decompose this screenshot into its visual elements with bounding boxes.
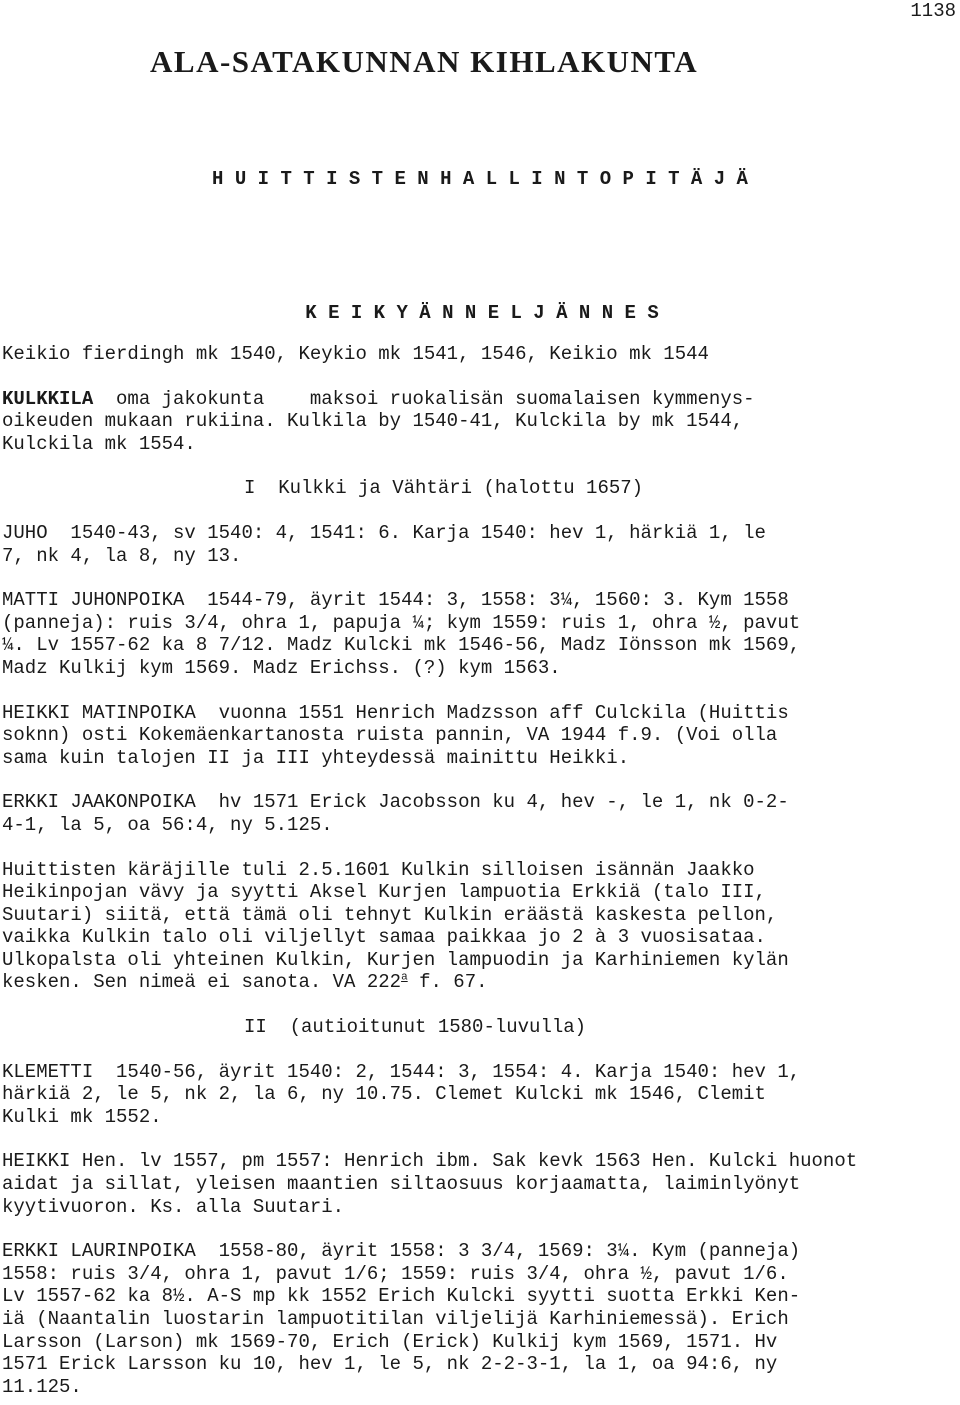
parish-heading: H U I T T I S T E N H A L L I N T O P I T Ä J Ä bbox=[212, 168, 748, 190]
document-title: ALA-SATAKUNNAN KIHLAKUNTA bbox=[150, 44, 699, 79]
paragraph-erkki-jaakonpoika: ERKKI JAAKONPOIKA hv 1571 Erick Jacobsson ku 4, hev -, le 1, nk 0-2- 4-1, la 5, oa 56:4, ny 5.125. bbox=[2, 791, 789, 836]
section-heading-ii: II (autioitunut 1580-luvulla) bbox=[244, 1016, 587, 1039]
section-heading-i: I Kulkki ja Vähtäri (halottu 1657) bbox=[244, 477, 644, 500]
paragraph-klemetti: KLEMETTI 1540-56, äyrit 1540: 2, 1544: 3, 1554: 4. Karja 1540: hev 1, härkiä 2, le 5, nk 2, la 6, ny 10.75. Clemet Kulcki mk 1546, Clemit Kulki mk 1552. bbox=[2, 1060, 801, 1128]
paragraph-heikki-matinpoika: HEIKKI MATINPOIKA vuonna 1551 Henrich Madzsson aff Culckila (Huittis soknn) osti Kokemäenkartanosta ruista pannin, VA 1944 f.9. (Voi olla sama kuin talojen II ja III yhteydessä mainittu Heikki. bbox=[2, 701, 789, 769]
paragraph-juho: JUHO 1540-43, sv 1540: 4, 1541: 6. Karja 1540: hev 1, härkiä 1, le 7, nk 4, la 8, ny 13. bbox=[2, 521, 766, 567]
paragraph-kulkkila bbox=[2, 388, 960, 456]
paragraph-matti-juhonpoika: MATTI JUHONPOIKA 1544-79, äyrit 1544: 3, 1558: 3¼, 1560: 3. Kym 1558 (panneja): ruis 3/4, ohra 1, papuja ¼; kym 1559: ruis 1, ohra ½, pavut ¼. Lv 1557-62 ka 8 7/12. Madz Kulcki mk 1546-56, Madz Iönsson mk 1569, Madz Kulkij kym 1569. Madz Erichss. (?) kym 1563. bbox=[2, 589, 801, 679]
karajat-tail: f. 67. bbox=[407, 971, 488, 994]
document-body bbox=[2, 343, 960, 1398]
paragraph-keikio: Keikio fierdingh mk 1540, Keykio mk 1541, 1546, Keikio mk 1544 bbox=[2, 343, 709, 365]
paragraph-huittisten-karajat bbox=[2, 859, 960, 995]
page-number: 1138 bbox=[910, 0, 956, 22]
quarter-heading: K E I K Y Ä N N E L J Ä N N E S bbox=[305, 302, 659, 324]
karajat-text: Huittisten käräjille tuli 2.5.1601 Kulkin silloisen isännän Jaakko Heikinpojan vävy ja syytti Aksel Kurjen lampuotia Erkkiä (talo III, Suutari) siitä, että tämä oli tehnyt Kulkin eräästä kaskesta pellon, vaikka Kulkin talo oli viljellyt samaa paikkaa jo 2 à 3 vuosisataa. Ulkopalsta oli yhteinen Kulkin, Kurjen lampuodin ja Karhiniemen kylän kesken. Sen nimeä ei sanota. VA 222 bbox=[2, 858, 789, 994]
kulkkila-text: oma jakokunta maksoi ruokalisän suomalaisen kymmenys- oikeuden mukaan rukiina. Kulkila by 1540-41, Kulckila by mk 1544, Kulckila mk 1554. bbox=[2, 387, 755, 455]
superscript-a: a bbox=[401, 972, 408, 985]
paragraph-heikki-hen: HEIKKI Hen. lv 1557, pm 1557: Henrich ibm. Sak kevk 1563 Hen. Kulcki huonot aidat ja sillat, yleisen maantien siltaosuus korjaamatta, laiminlyönyt kyytivuoron. Ks. alla Suutari. bbox=[2, 1150, 858, 1218]
kulkkila-heading: KULKKILA bbox=[2, 387, 94, 410]
paragraph-erkki-laurinpoika: ERKKI LAURINPOIKA 1558-80, äyrit 1558: 3 3/4, 1569: 3¼. Kym (panneja) 1558: ruis 3/4, ohra 1, pavut 1/6; 1559: ruis 3/4, ohra ½, pavut 1/6. Lv 1557-62 ka 8½. A-S mp kk 1552 Erich Kulcki syytti suotta Erkki Ken- iä (Naantalin luostarin lampuotitilan viljelijä Karhiniemessä). Erich Larsson (Larson) mk 1569-70, Erich (Erick) Kulkij kym 1569, 1571. Hv 1571 Erick Larsson ku 10, hev 1, le 5, nk 2-2-3-1, la 1, oa 94:6, ny 11.125. bbox=[2, 1240, 801, 1398]
